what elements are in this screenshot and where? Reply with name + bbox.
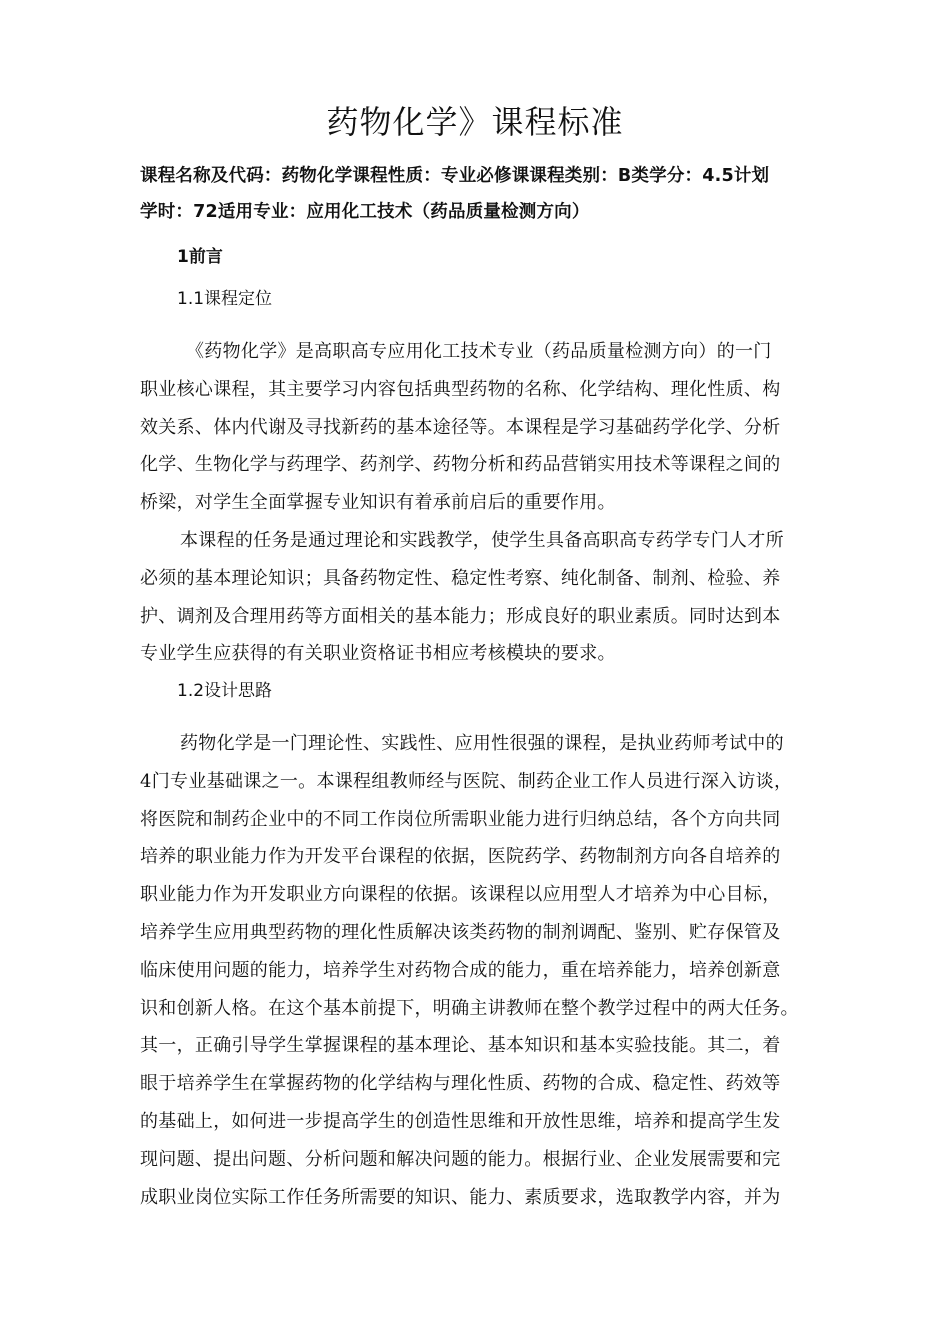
- paragraph-line: 《药物化学》是高职高专应用化工技术专业（药品质量检测方向）的一门: [186, 341, 772, 362]
- paragraph-line: 其一，正确引导学生掌握课程的基本理论、基本知识和基本实验技能。其二，着: [140, 1035, 781, 1057]
- paragraph-design-approach: [140, 725, 820, 1216]
- paragraph-line: 职业能力作为开发职业方向课程的依据。该课程以应用型人才培养为中心目标，: [140, 884, 781, 906]
- paragraph-line: 桥梁，对学生全面掌握专业知识有着承前启后的重要作用。: [140, 492, 616, 514]
- paragraph-line: 的基础上，如何进一步提高学生的创造性思维和开放性思维，培养和提高学生发: [140, 1110, 781, 1132]
- document-title: 药物化学》课程标准: [326, 103, 624, 141]
- paragraph-line: 药物化学是一门理论性、实践性、应用性很强的课程，是执业药师考试中的: [180, 733, 784, 754]
- paragraph-line: 眼于培养学生在掌握药物的化学结构与理化性质、药物的合成、稳定性、药效等: [140, 1073, 781, 1095]
- paragraph-line: 专业学生应获得的有关职业资格证书相应考核模块的要求。: [140, 643, 616, 665]
- subsection-heading-design-approach: 1.2设计思路: [177, 681, 273, 701]
- section-heading-preface: 1前言: [177, 247, 223, 267]
- paragraph-line: 效关系、体内代谢及寻找新药的基本途径等。本课程是学习基础药学化学、分析: [140, 416, 781, 438]
- course-meta-info: [140, 158, 820, 230]
- paragraph-line: 培养的职业能力作为开发平台课程的依据，医院药学、药物制剂方向各自培养的: [140, 846, 781, 868]
- paragraph-line: 4门专业基础课之一。本课程组教师经与医院、制药企业工作人员进行深入访谈，: [140, 770, 793, 792]
- course-meta-line: 学时：72适用专业：应用化工技术（药品质量检测方向）: [140, 202, 590, 222]
- paragraph-line: 本课程的任务是通过理论和实践教学，使学生具备高职高专药学专门人才所: [180, 530, 784, 551]
- paragraph-line: 临床使用问题的能力，培养学生对药物合成的能力，重在培养能力，培养创新意: [140, 959, 781, 981]
- paragraph-course-positioning: [140, 333, 820, 522]
- course-meta-line: 课程名称及代码：药物化学课程性质：专业必修课课程类别：B类学分：4.5计划: [140, 166, 770, 186]
- paragraph-line: 现问题、提出问题、分析问题和解决问题的能力。根据行业、企业发展需要和完: [140, 1148, 781, 1170]
- paragraph-line: 成职业岗位实际工作任务所需要的知识、能力、素质要求，选取教学内容，并为: [140, 1186, 781, 1208]
- paragraph-line: 必须的基本理论知识；具备药物定性、稳定性考察、纯化制备、制剂、检验、养: [140, 567, 781, 589]
- subsection-heading-course-positioning: 1.1课程定位: [177, 289, 273, 309]
- paragraph-line: 护、调剂及合理用药等方面相关的基本能力；形成良好的职业素质。同时达到本: [140, 605, 781, 627]
- paragraph-course-task: [140, 522, 820, 673]
- paragraph-line: 培养学生应用典型药物的理化性质解决该类药物的制剂调配、鉴别、贮存保管及: [140, 921, 781, 943]
- paragraph-line: 将医院和制药企业中的不同工作岗位所需职业能力进行归纳总结，各个方向共同: [140, 808, 781, 830]
- paragraph-line: 职业核心课程，其主要学习内容包括典型药物的名称、化学结构、理化性质、构: [140, 378, 781, 400]
- paragraph-line: 化学、生物化学与药理学、药剂学、药物分析和药品营销实用技术等课程之间的: [140, 454, 781, 476]
- paragraph-line: 识和创新人格。在这个基本前提下，明确主讲教师在整个教学过程中的两大任务。: [140, 997, 799, 1019]
